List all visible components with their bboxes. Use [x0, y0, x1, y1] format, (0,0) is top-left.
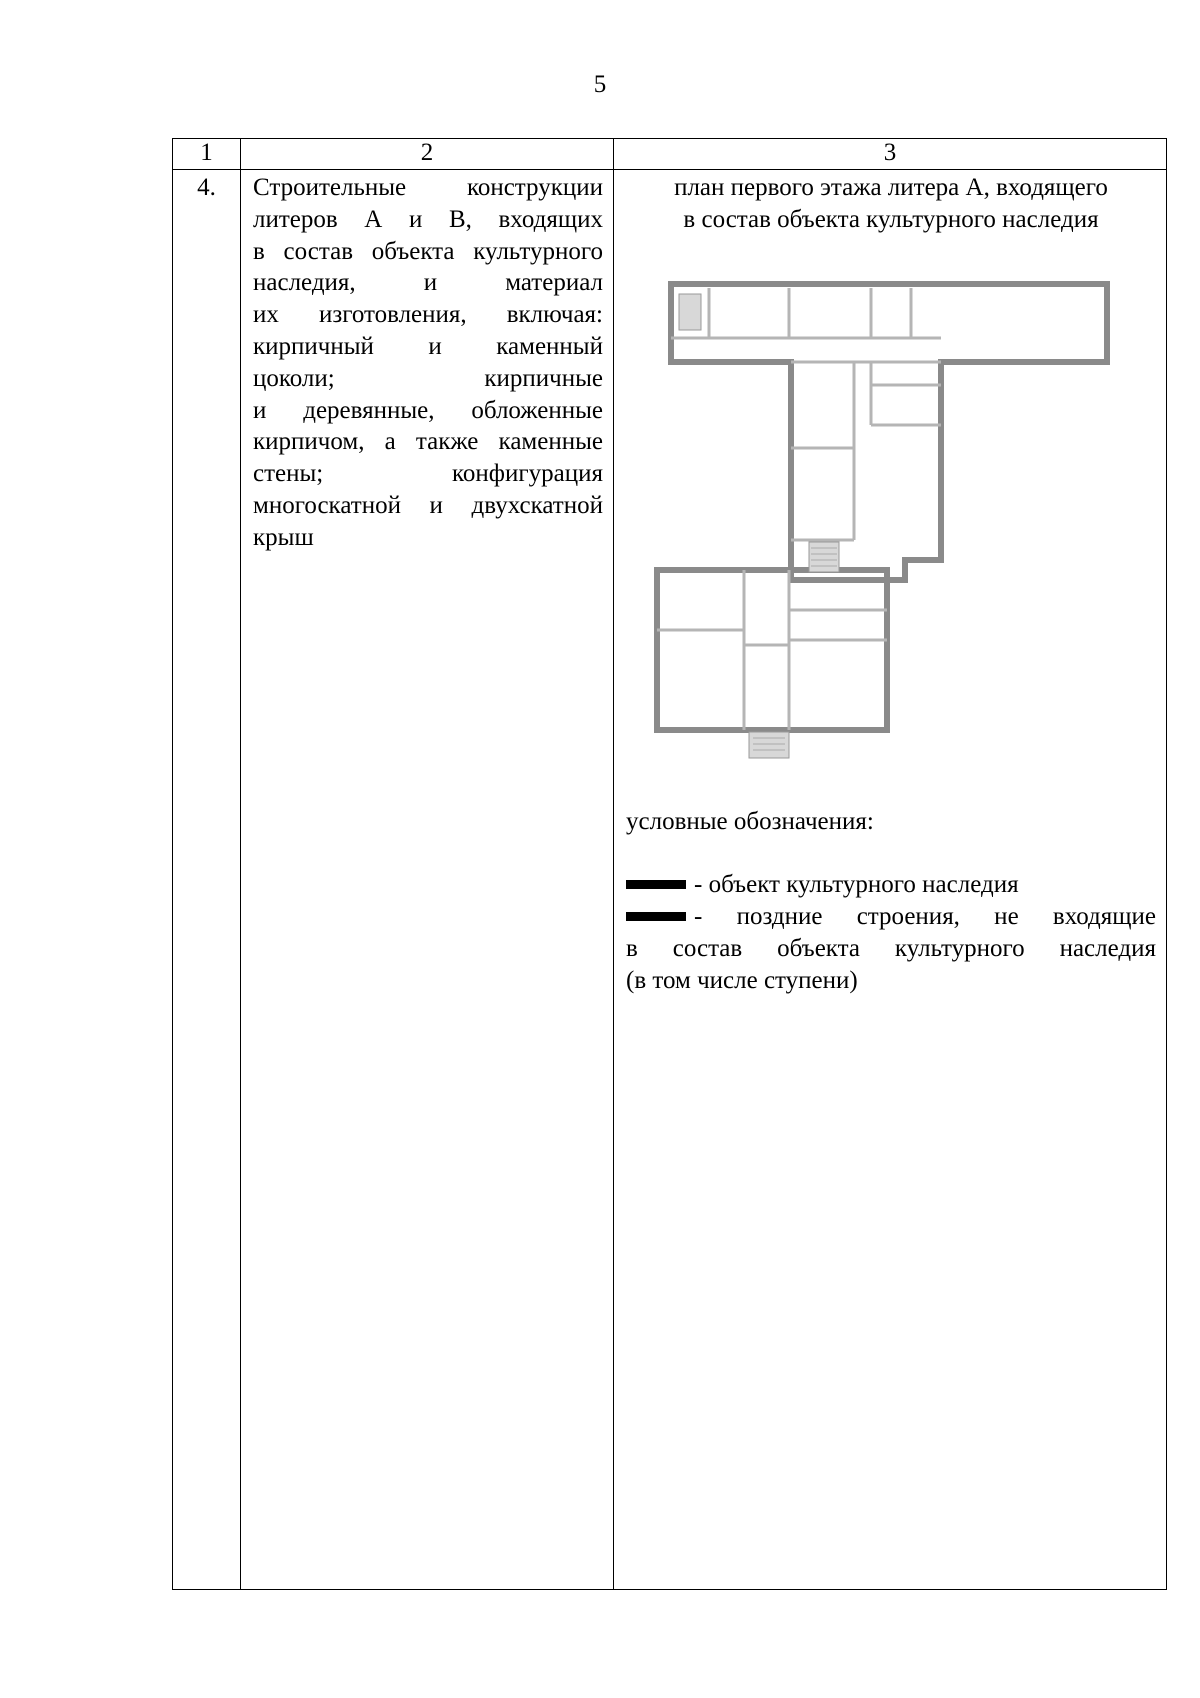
column-header-1: 1: [173, 139, 241, 170]
description-line: стены; конфигурация: [253, 460, 603, 488]
description-line: кирпичный и каменный: [253, 332, 603, 360]
description-line: их изготовления, включая:: [253, 301, 603, 329]
description-line: в состав объекта культурного: [253, 237, 603, 265]
plan-outer-wall-lower: [657, 570, 887, 730]
table-header-row: [173, 139, 1167, 170]
legend-item-heritage: [626, 869, 1156, 901]
legend-item-heritage-text: - объект культурного наследия: [694, 871, 1019, 899]
plan-outer-wall-upper: [671, 284, 1107, 580]
description-line: и деревянные, обложенные: [253, 396, 603, 424]
document-table: [172, 138, 1167, 1590]
column-header-2: 2: [241, 139, 614, 170]
plan-caption-line: план первого этажа литера А, входящего: [674, 174, 1108, 201]
table-row: [173, 170, 1167, 1590]
description-line: кирпичом, а также каменные: [253, 428, 603, 456]
page-number: 5: [593, 71, 607, 98]
description-line: многоскатной и двухскатной: [253, 491, 603, 519]
legend-swatch-heritage: [626, 880, 686, 889]
description-line: Строительные конструкции: [253, 174, 603, 201]
description-line: цоколи; кирпичные: [253, 364, 603, 392]
floor-plan-image: [649, 280, 1149, 770]
plan-cell: [614, 170, 1167, 1590]
legend-item-later-text-3: (в том числе ступени): [626, 966, 858, 994]
row-number: 4.: [173, 170, 241, 1590]
description-line: литеров А и В, входящих: [253, 205, 603, 233]
description-line: крыш: [253, 523, 314, 551]
legend-swatch-later: [626, 912, 686, 921]
legend-item-later-text-2: в состав объекта культурного наследия: [626, 934, 1156, 962]
floor-plan-drawing: [649, 280, 1149, 770]
description-cell: [241, 170, 614, 1590]
description-line: наследия, и материал: [253, 269, 603, 297]
legend-item-later-text: - поздние строения, не входящие: [694, 903, 1156, 931]
plan-caption-line: в состав объекта культурного наследия: [683, 205, 1099, 233]
legend-title: условные обозначения:: [626, 807, 874, 835]
legend-item-later-buildings: [626, 901, 1156, 933]
column-header-3: 3: [614, 139, 1167, 170]
